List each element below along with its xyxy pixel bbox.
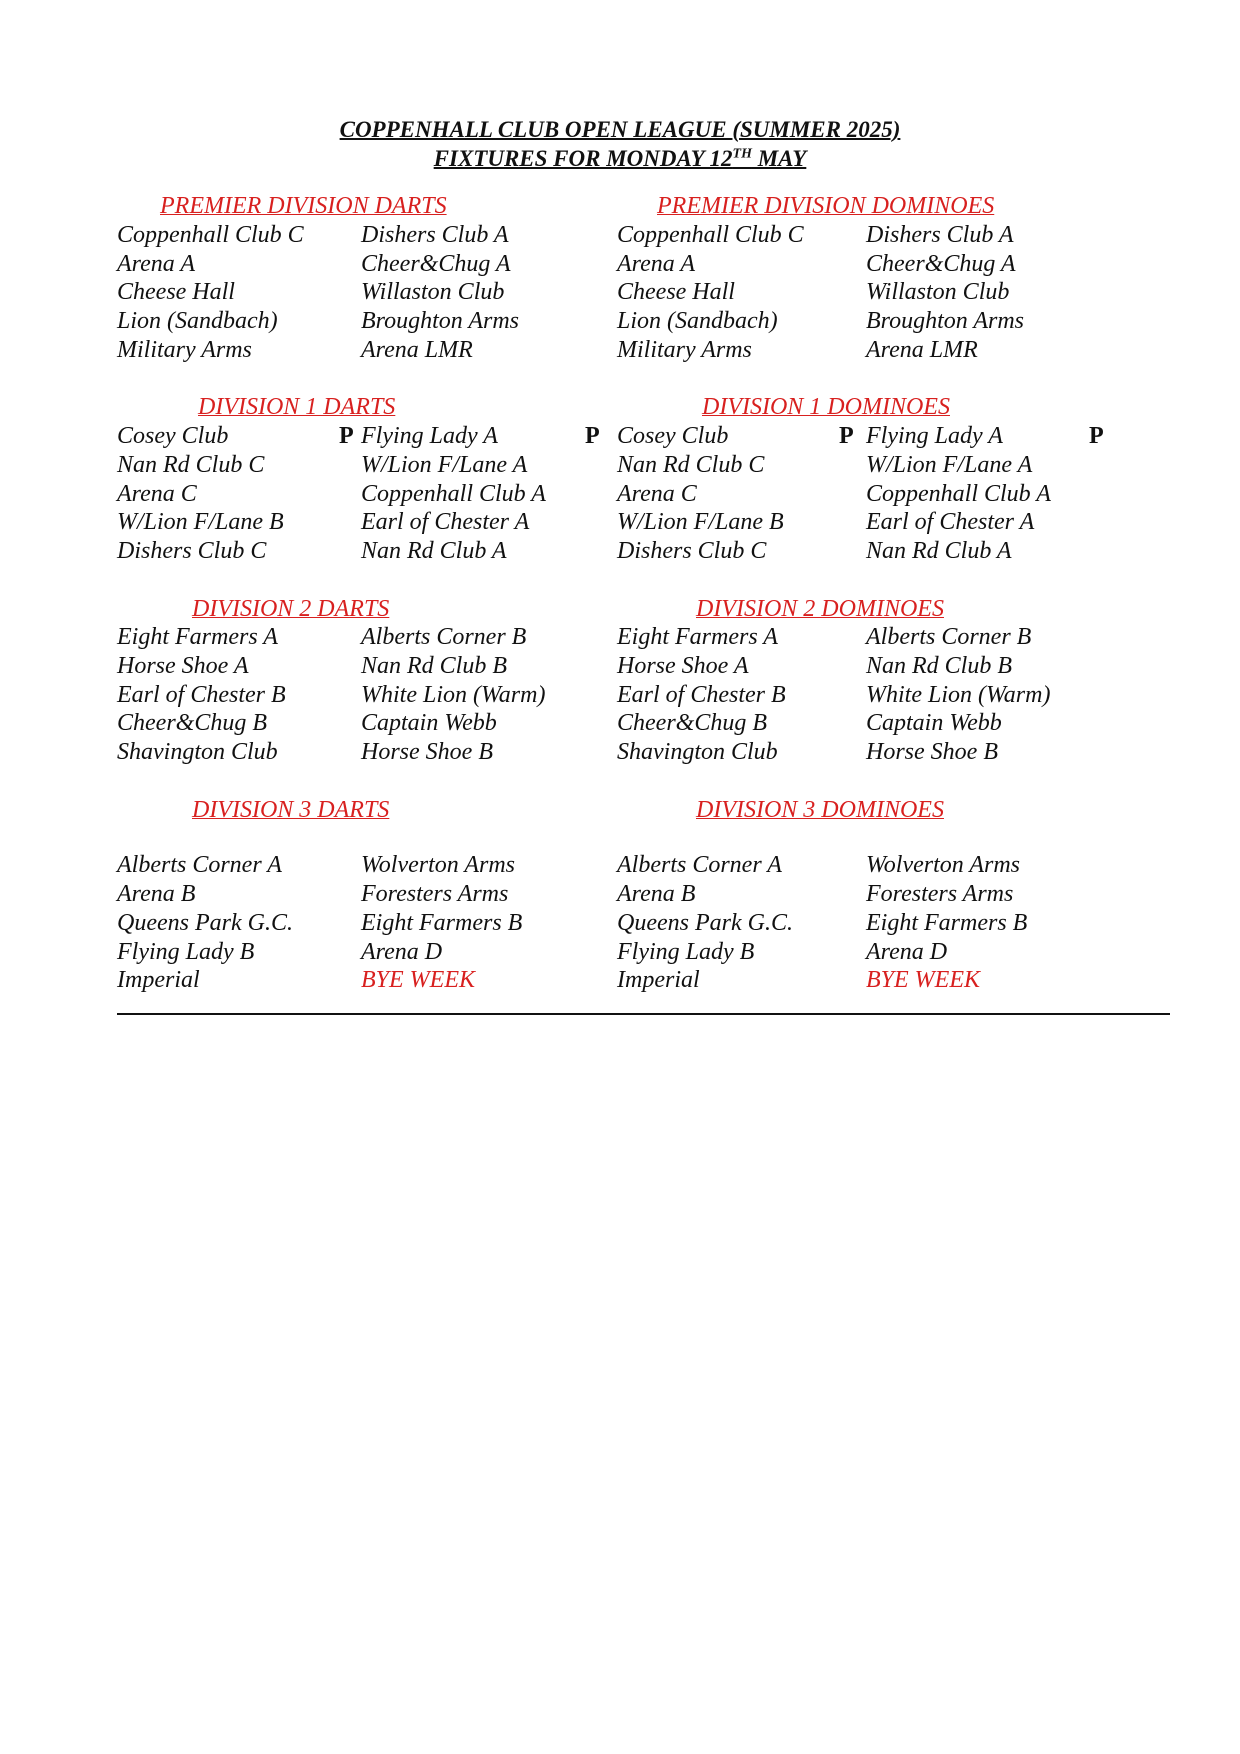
division3-dominoes-away-3: Eight Farmers B <box>866 910 1028 936</box>
division2-darts-away-5: Horse Shoe B <box>361 739 493 765</box>
division3-darts-home-5: Imperial <box>117 967 200 993</box>
division1-darts-heading: DIVISION 1 DARTS <box>198 394 396 420</box>
division2-darts-home-5: Shavington Club <box>117 739 278 765</box>
division2-dominoes-away-3: White Lion (Warm) <box>866 682 1051 708</box>
postponed-marker: P <box>839 423 854 449</box>
division2-dominoes-home-1: Eight Farmers A <box>617 624 778 650</box>
division3-dominoes-away-2: Foresters Arms <box>866 881 1014 907</box>
division1-dominoes-home-5: Dishers Club C <box>617 538 767 564</box>
division3-darts-away-3: Eight Farmers B <box>361 910 523 936</box>
division1-darts-home-5: Dishers Club C <box>117 538 267 564</box>
division2-darts-away-2: Nan Rd Club B <box>361 653 508 679</box>
bye-week-label: BYE WEEK <box>361 967 475 993</box>
division2-dominoes-away-1: Alberts Corner B <box>866 624 1032 650</box>
page-subtitle <box>0 146 1240 172</box>
division2-dominoes-home-5: Shavington Club <box>617 739 778 765</box>
premier-darts-away-5: Arena LMR <box>361 337 473 363</box>
premier-darts-home-1: Coppenhall Club C <box>117 222 304 248</box>
division1-darts-home-3: Arena C <box>117 481 197 507</box>
premier-dominoes-home-4: Lion (Sandbach) <box>617 308 778 334</box>
page-title: COPPENHALL CLUB OPEN LEAGUE (SUMMER 2025) <box>339 117 901 142</box>
subtitle-text: FIXTURES FOR MONDAY 12 <box>433 146 733 171</box>
division3-dominoes-home-5: Imperial <box>617 967 700 993</box>
division2-dominoes-away-5: Horse Shoe B <box>866 739 998 765</box>
division1-darts-home-1: Cosey Club <box>117 423 229 449</box>
division1-darts-away-3: Coppenhall Club A <box>361 481 546 507</box>
division1-dominoes-home-3: Arena C <box>617 481 697 507</box>
premier-darts-home-5: Military Arms <box>117 337 252 363</box>
premier-dominoes-away-4: Broughton Arms <box>866 308 1025 334</box>
division3-darts-home-4: Flying Lady B <box>117 939 255 965</box>
premier-darts-away-4: Broughton Arms <box>361 308 520 334</box>
division3-dominoes-away-4: Arena D <box>866 939 948 965</box>
division1-darts-home-4: W/Lion F/Lane B <box>117 509 284 535</box>
subtitle-month: MAY <box>751 146 807 171</box>
division3-dominoes-home-1: Alberts Corner A <box>617 852 782 878</box>
division1-dominoes-away-1: Flying Lady A <box>866 423 1003 449</box>
postponed-marker: P <box>1089 423 1104 449</box>
bottom-divider <box>117 1013 1170 1015</box>
division1-darts-away-2: W/Lion F/Lane A <box>361 452 528 478</box>
premier-dominoes-home-5: Military Arms <box>617 337 752 363</box>
division3-dominoes-heading: DIVISION 3 DOMINOES <box>696 797 944 823</box>
premier-darts-heading: PREMIER DIVISION DARTS <box>160 193 447 219</box>
postponed-marker: P <box>339 423 354 449</box>
premier-darts-away-3: Willaston Club <box>361 279 505 305</box>
premier-darts-away-2: Cheer&Chug A <box>361 251 511 277</box>
division3-darts-home-1: Alberts Corner A <box>117 852 282 878</box>
division1-dominoes-away-4: Earl of Chester A <box>866 509 1035 535</box>
premier-dominoes-away-3: Willaston Club <box>866 279 1010 305</box>
division2-dominoes-home-4: Cheer&Chug B <box>617 710 767 736</box>
premier-dominoes-away-1: Dishers Club A <box>866 222 1014 248</box>
division3-dominoes-home-3: Queens Park G.C. <box>617 910 793 936</box>
division3-darts-away-1: Wolverton Arms <box>361 852 516 878</box>
premier-dominoes-home-1: Coppenhall Club C <box>617 222 804 248</box>
division1-dominoes-home-1: Cosey Club <box>617 423 729 449</box>
division3-dominoes-home-4: Flying Lady B <box>617 939 755 965</box>
division2-darts-away-4: Captain Webb <box>361 710 497 736</box>
division2-darts-home-4: Cheer&Chug B <box>117 710 267 736</box>
premier-dominoes-home-3: Cheese Hall <box>617 279 735 305</box>
premier-dominoes-away-5: Arena LMR <box>866 337 978 363</box>
division2-dominoes-home-3: Earl of Chester B <box>617 682 786 708</box>
division1-darts-away-4: Earl of Chester A <box>361 509 530 535</box>
division1-darts-away-5: Nan Rd Club A <box>361 538 507 564</box>
division1-dominoes-away-2: W/Lion F/Lane A <box>866 452 1033 478</box>
premier-dominoes-heading: PREMIER DIVISION DOMINOES <box>657 193 995 219</box>
division2-darts-home-3: Earl of Chester B <box>117 682 286 708</box>
bye-week-label: BYE WEEK <box>866 967 980 993</box>
division2-darts-home-2: Horse Shoe A <box>117 653 249 679</box>
premier-darts-home-4: Lion (Sandbach) <box>117 308 278 334</box>
division3-darts-home-3: Queens Park G.C. <box>117 910 293 936</box>
division2-dominoes-away-4: Captain Webb <box>866 710 1002 736</box>
division3-darts-away-4: Arena D <box>361 939 443 965</box>
division1-dominoes-away-5: Nan Rd Club A <box>866 538 1012 564</box>
division2-darts-away-1: Alberts Corner B <box>361 624 527 650</box>
division3-darts-away-2: Foresters Arms <box>361 881 509 907</box>
subtitle-ordinal: TH <box>732 146 752 162</box>
division1-darts-home-2: Nan Rd Club C <box>117 452 265 478</box>
division1-dominoes-away-3: Coppenhall Club A <box>866 481 1051 507</box>
division2-darts-away-3: White Lion (Warm) <box>361 682 546 708</box>
division1-dominoes-home-4: W/Lion F/Lane B <box>617 509 784 535</box>
premier-dominoes-home-2: Arena A <box>617 251 695 277</box>
division1-dominoes-home-2: Nan Rd Club C <box>617 452 765 478</box>
premier-darts-home-2: Arena A <box>117 251 195 277</box>
premier-darts-away-1: Dishers Club A <box>361 222 509 248</box>
division1-dominoes-heading: DIVISION 1 DOMINOES <box>702 394 950 420</box>
division2-darts-heading: DIVISION 2 DARTS <box>192 596 390 622</box>
premier-dominoes-away-2: Cheer&Chug A <box>866 251 1016 277</box>
division3-dominoes-away-1: Wolverton Arms <box>866 852 1021 878</box>
division2-dominoes-away-2: Nan Rd Club B <box>866 653 1013 679</box>
premier-darts-home-3: Cheese Hall <box>117 279 235 305</box>
division3-darts-heading: DIVISION 3 DARTS <box>192 797 390 823</box>
division3-darts-home-2: Arena B <box>117 881 196 907</box>
division2-darts-home-1: Eight Farmers A <box>117 624 278 650</box>
division2-dominoes-home-2: Horse Shoe A <box>617 653 749 679</box>
postponed-marker: P <box>585 423 600 449</box>
division1-darts-away-1: Flying Lady A <box>361 423 498 449</box>
division2-dominoes-heading: DIVISION 2 DOMINOES <box>696 596 944 622</box>
division3-dominoes-home-2: Arena B <box>617 881 696 907</box>
